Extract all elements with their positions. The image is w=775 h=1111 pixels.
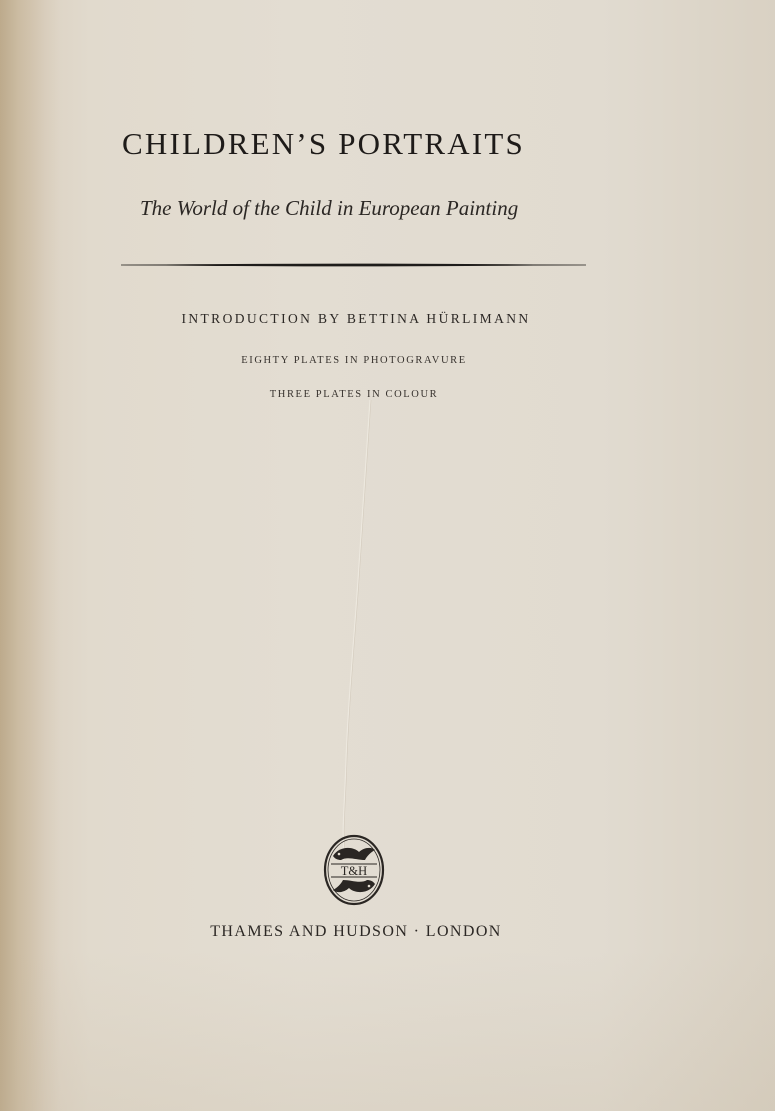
introduction-credit: INTRODUCTION BY BETTINA HÜRLIMANN: [181, 311, 531, 326]
svg-text:T&H: T&H: [340, 864, 368, 878]
paper-crease: [340, 400, 380, 860]
plates-photogravure: EIGHTY PLATES IN PHOTOGRAVURE: [241, 355, 467, 366]
title-rule: [121, 260, 586, 270]
book-subtitle: The World of the Child in European Painting: [140, 196, 519, 220]
publisher-imprint: THAMES AND HUDSON · LONDON: [210, 923, 502, 940]
plates-colour: THREE PLATES IN COLOUR: [269, 389, 439, 400]
publisher-logo-icon: [323, 834, 385, 906]
book-title: CHILDREN’S PORTRAITS: [122, 126, 525, 161]
